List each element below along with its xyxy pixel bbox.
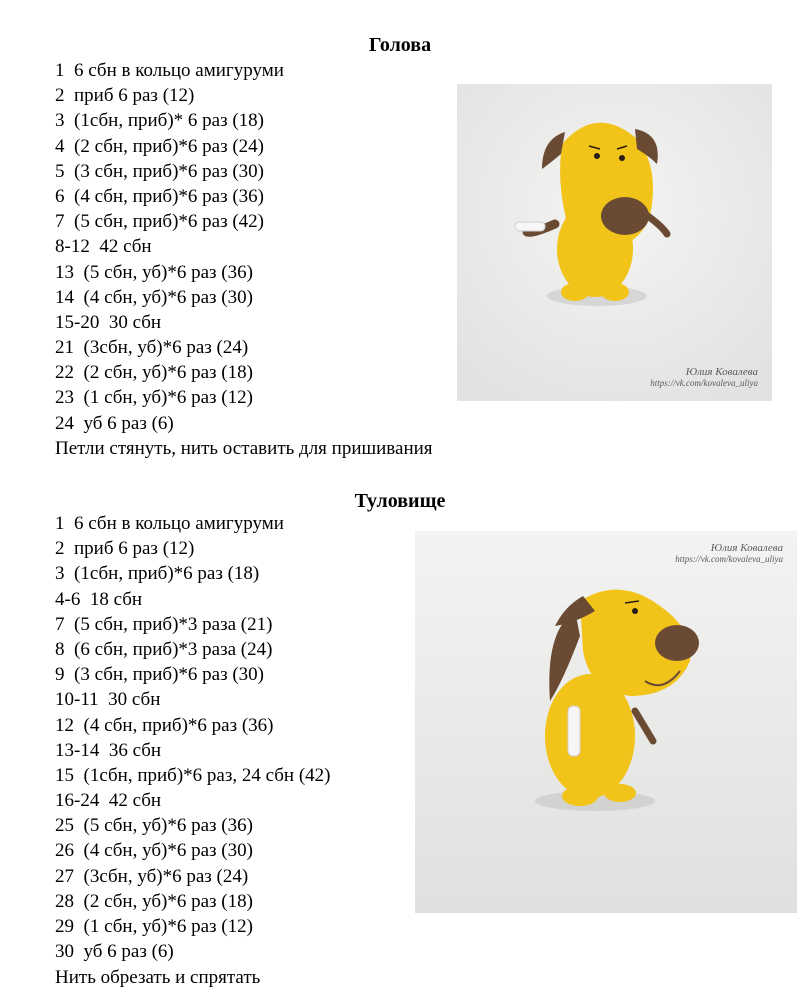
row-number: 23 <box>55 387 74 409</box>
instruction-row <box>55 813 331 838</box>
row-number: 1 <box>55 60 65 81</box>
instruction-row <box>55 58 284 83</box>
row-text: приб 6 раз (12) <box>74 85 195 107</box>
row-text: (4 сбн, приб)*6 раз (36) <box>83 714 274 736</box>
body-section-title: Туловище <box>354 490 446 512</box>
dog-toy-side-image <box>415 531 797 913</box>
instruction-row <box>55 838 331 863</box>
instruction-row <box>55 939 331 964</box>
row-number: 4 <box>55 135 65 157</box>
instruction-row <box>55 411 284 436</box>
head-photo <box>457 84 772 401</box>
row-number: 21 <box>55 337 74 359</box>
instruction-row <box>55 385 284 410</box>
instruction-row <box>55 864 331 889</box>
row-number: 7 <box>55 211 65 233</box>
instruction-row <box>55 637 331 662</box>
head-section-title: Голова <box>368 34 432 56</box>
instruction-row <box>55 713 331 738</box>
row-number: 22 <box>55 362 74 384</box>
row-text: (2 сбн, приб)*6 раз (24) <box>74 135 264 157</box>
instruction-row <box>55 134 284 159</box>
row-text: 42 сбн <box>108 790 162 812</box>
row-text: 6 сбн в кольцо амигуруми <box>74 513 284 534</box>
row-text: (6 сбн, приб)*3 раза (24) <box>74 638 273 660</box>
instruction-row <box>55 536 331 561</box>
row-number: 16-24 <box>55 790 100 812</box>
instruction-row <box>55 234 284 259</box>
row-number: 1 <box>55 513 65 534</box>
instruction-row <box>55 310 284 335</box>
row-text: (2 сбн, уб)*6 раз (18) <box>83 362 253 384</box>
instruction-row <box>55 662 331 687</box>
row-text: (5 сбн, уб)*6 раз (36) <box>83 261 253 283</box>
row-text: (1 сбн, уб)*6 раз (12) <box>83 387 253 409</box>
row-number: 26 <box>55 840 74 862</box>
instruction-row <box>55 738 331 763</box>
row-text: (5 сбн, приб)*3 раза (21) <box>74 613 273 635</box>
instruction-row <box>55 285 284 310</box>
row-number: 14 <box>55 286 74 308</box>
row-text: (3сбн, уб)*6 раз (24) <box>83 337 249 359</box>
row-number: 7 <box>55 613 65 635</box>
instruction-row <box>55 763 331 788</box>
row-text: уб 6 раз (6) <box>83 941 174 963</box>
head-footer-note: Петли стянуть, нить оставить для пришивания <box>55 438 433 459</box>
row-number: 5 <box>55 160 65 182</box>
row-number: 2 <box>55 538 65 560</box>
row-number: 13 <box>55 261 74 283</box>
row-text: (4 сбн, уб)*6 раз (30) <box>83 840 253 862</box>
row-text: (1сбн, приб)*6 раз, 24 сбн (42) <box>83 764 331 786</box>
instruction-row <box>55 788 331 813</box>
row-text: (1сбн, приб)* 6 раз (18) <box>74 110 264 132</box>
row-number: 9 <box>55 664 65 686</box>
row-text: 30 сбн <box>108 311 162 333</box>
instruction-row <box>55 335 284 360</box>
body-photo-watermark: Юлия Ковалева https://vk.com/kovaleva_uliya <box>675 542 783 564</box>
instruction-row <box>55 687 331 712</box>
instruction-row <box>55 914 331 939</box>
row-number: 27 <box>55 865 74 887</box>
row-text: (5 сбн, уб)*6 раз (36) <box>83 815 253 837</box>
instruction-row <box>55 83 284 108</box>
row-number: 15 <box>55 764 74 786</box>
row-text: 6 сбн в кольцо амигуруми <box>74 60 284 81</box>
row-number: 10-11 <box>55 689 99 711</box>
row-number: 3 <box>55 563 65 585</box>
instruction-row <box>55 612 331 637</box>
instruction-row <box>55 360 284 385</box>
row-number: 24 <box>55 412 74 434</box>
row-text: 18 сбн <box>89 588 143 610</box>
instruction-row <box>55 108 284 133</box>
body-photo <box>415 531 797 913</box>
dog-toy-image <box>457 84 772 401</box>
row-text: (3 сбн, приб)*6 раз (30) <box>74 160 264 182</box>
row-text: приб 6 раз (12) <box>74 538 195 560</box>
row-number: 3 <box>55 110 65 132</box>
row-text: (4 сбн, уб)*6 раз (30) <box>83 286 253 308</box>
row-number: 13-14 <box>55 739 100 761</box>
instruction-row <box>55 209 284 234</box>
instruction-row <box>55 889 331 914</box>
instruction-row <box>55 159 284 184</box>
instruction-row <box>55 184 284 209</box>
row-number: 29 <box>55 916 74 937</box>
row-number: 15-20 <box>55 311 100 333</box>
row-text: (2 сбн, уб)*6 раз (18) <box>83 890 253 912</box>
row-number: 12 <box>55 714 74 736</box>
row-number: 28 <box>55 890 74 912</box>
row-text: 36 сбн <box>108 739 162 761</box>
row-text: (3сбн, уб)*6 раз (24) <box>83 865 249 887</box>
instruction-row <box>55 260 284 285</box>
row-text: (5 сбн, приб)*6 раз (42) <box>74 211 264 233</box>
head-photo-watermark: Юлия Ковалева https://vk.com/kovaleva_uliya <box>650 366 758 388</box>
instruction-row <box>55 561 331 586</box>
row-text: 30 сбн <box>108 689 161 711</box>
row-text: (3 сбн, приб)*6 раз (30) <box>74 664 264 686</box>
row-number: 25 <box>55 815 74 837</box>
row-number: 8-12 <box>55 236 90 258</box>
row-text: уб 6 раз (6) <box>83 412 174 434</box>
body-footer-note: Нить обрезать и спрятать <box>55 967 261 988</box>
instruction-row <box>55 511 331 536</box>
row-text: 42 сбн <box>99 236 152 258</box>
instruction-row <box>55 587 331 612</box>
body-instructions-list <box>55 511 331 964</box>
row-text: (1 сбн, уб)*6 раз (12) <box>83 916 253 937</box>
head-instructions-list <box>55 58 284 436</box>
row-number: 6 <box>55 185 65 207</box>
row-number: 30 <box>55 941 74 963</box>
row-number: 2 <box>55 85 65 107</box>
row-number: 4-6 <box>55 588 81 610</box>
row-text: (1сбн, приб)*6 раз (18) <box>74 563 260 585</box>
row-number: 8 <box>55 638 65 660</box>
row-text: (4 сбн, приб)*6 раз (36) <box>74 185 264 207</box>
